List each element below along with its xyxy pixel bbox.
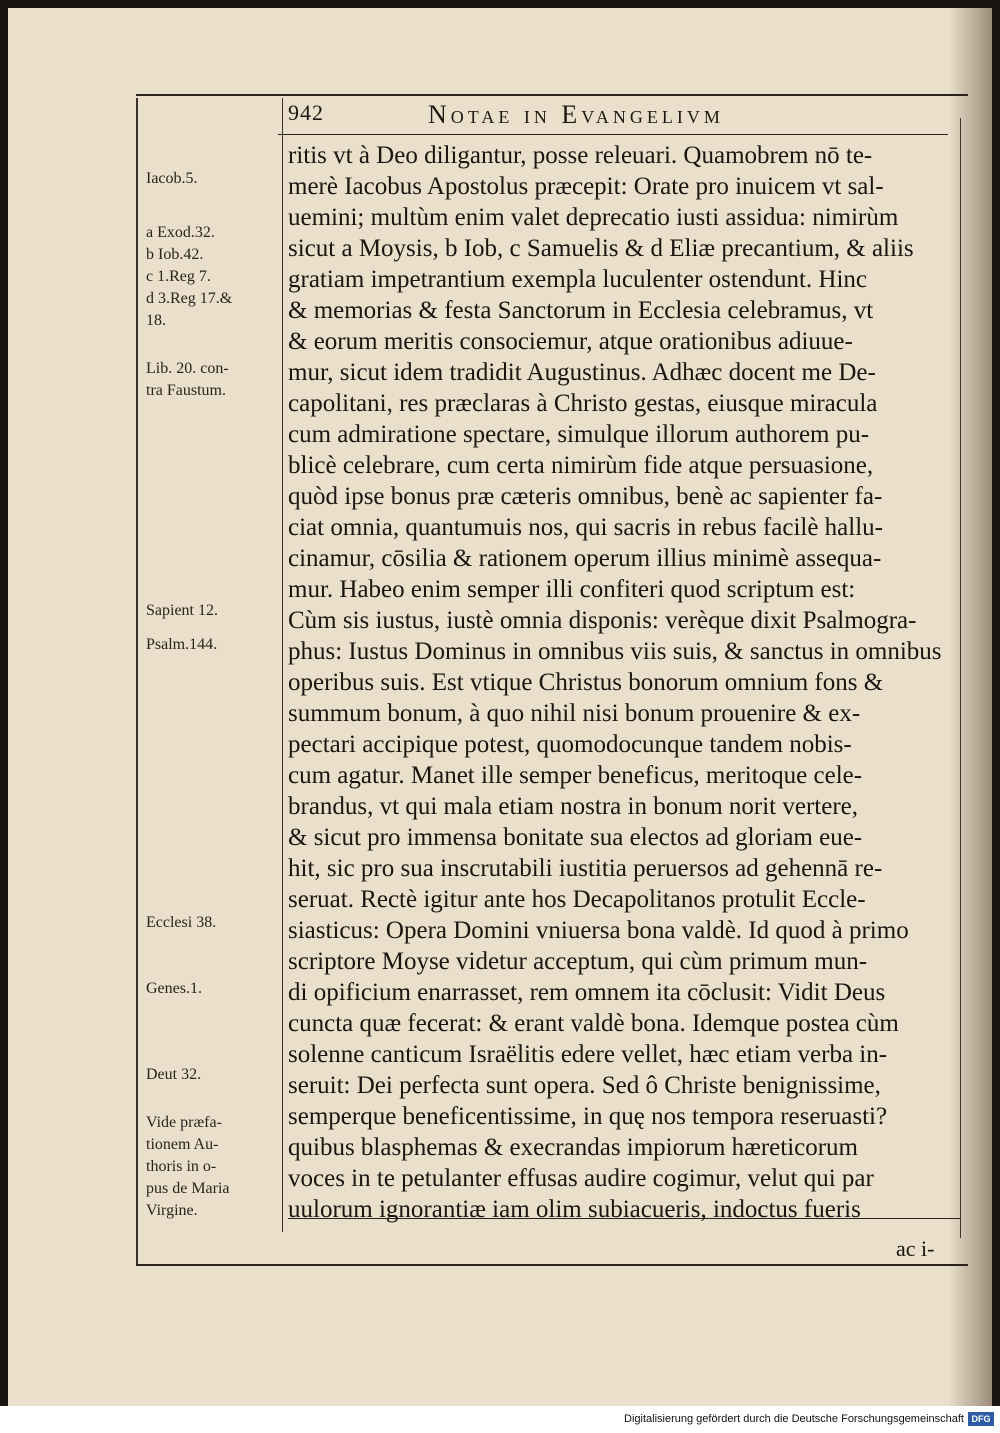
running-title: Notae in Evangelivm — [428, 100, 724, 129]
margin-note: a Exod.32. — [146, 224, 215, 241]
text-line: scriptore Moyse videtur acceptum, qui cùm primum mun- — [288, 948, 868, 975]
page-number: 942 — [288, 100, 324, 125]
digitization-footer — [0, 1406, 1000, 1433]
text-line: & eorum meritis consociemur, atque orationibus adiuue- — [288, 328, 853, 355]
footer-credit: Digitalisierung gefördert durch die Deutsche Forschungsgemeinschaft — [624, 1413, 964, 1425]
text-line: uulorum ignorantiæ iam olim subiacueris, indoctus fueris — [288, 1196, 861, 1223]
margin-note: d 3.Reg 17.& — [146, 290, 233, 307]
text-line: seruat. Rectè igitur ante hos Decapolitanos protulit Eccle- — [288, 886, 866, 913]
text-line: mur, sicut idem tradidit Augustinus. Adhæc docent me De- — [288, 359, 876, 386]
text-line: siasticus: Opera Domini vniuersa bona valdè. Id quod à primo — [288, 917, 909, 944]
text-line: gratiam impetrantium exempla luculenter ostendunt. Hinc — [288, 266, 867, 293]
text-line: blicè celebrare, cum certa nimirùm fide atque persuasione, — [288, 452, 874, 479]
text-line: quòd ipse bonus præ cæteris omnibus, benè ac sapienter fa- — [288, 483, 883, 510]
margin-note: thoris in o- — [146, 1158, 217, 1175]
text-line: merè Iacobus Apostolus præcepit: Orate pro inuicem vt sal- — [288, 173, 884, 200]
text-line: & sicut pro immensa bonitate sua electos ad gloriam eue- — [288, 824, 863, 851]
text-line: & memorias & festa Sanctorum in Ecclesia celebramus, vt — [288, 297, 874, 324]
bottom-rule — [136, 1264, 968, 1266]
margin-note: Genes.1. — [146, 980, 202, 997]
scanned-page — [8, 8, 992, 1406]
header-underline — [278, 134, 948, 135]
text-line: cinamur, cōsilia & rationem operum illius minimè assequa- — [288, 545, 882, 572]
text-line: mur. Habeo enim semper illi confiteri quod scriptum est: — [288, 576, 856, 603]
text-line: hit, sic pro sua inscrutabili iustitia peruersos ad gehennā re- — [288, 855, 883, 882]
text-line: cum admiratione spectare, simulque illorum authorem pu- — [288, 421, 870, 448]
text-line: capolitani, res præclaras à Christo gestas, eiusque miracula — [288, 390, 878, 417]
page-header — [278, 100, 958, 134]
dfg-logo-icon: DFG — [968, 1412, 994, 1426]
text-line: semperque beneficentissime, in quę nos tempora reseruasti? — [288, 1103, 888, 1130]
text-line: solenne canticum Israëlitis edere vellet, hæc etiam verba in- — [288, 1041, 888, 1068]
text-line: cum agatur. Manet ille semper beneficus, meritoque cele- — [288, 762, 863, 789]
text-line: seruit: Dei perfecta sunt opera. Sed ô Christe benignissime, — [288, 1072, 881, 1099]
margin-note: Iacob.5. — [146, 170, 198, 187]
text-line: ciat omnia, quantumuis nos, qui sacris in rebus facilè hallu- — [288, 514, 883, 541]
text-line: uemini; multùm enim valet deprecatio iusti assidua: nimirùm — [288, 204, 899, 231]
body-text — [288, 140, 968, 1225]
catchword: ac i- — [896, 1236, 935, 1261]
margin-note: c 1.Reg 7. — [146, 268, 211, 285]
text-line: operibus suis. Est vtique Christus bonorum omnium fons & — [288, 669, 884, 696]
text-line: sicut a Moysis, b Iob, c Samuelis & d Eliæ precantium, & aliis — [288, 235, 914, 262]
margin-note: Sapient 12. — [146, 602, 218, 619]
text-line: Cùm sis iustus, iustè omnia disponis: verèque dixit Psalmogra- — [288, 607, 917, 634]
margin-note: tra Faustum. — [146, 382, 226, 399]
margin-note: Lib. 20. con- — [146, 360, 229, 377]
text-line: di opificium enarrasset, rem omnem ita cōclusit: Vidit Deus — [288, 979, 886, 1006]
text-line: cuncta quæ fecerat: & erant valdè bona. Idemque postea cùm — [288, 1010, 899, 1037]
top-rule — [136, 94, 968, 96]
text-line: summum bonum, à quo nihil nisi bonum prouenire & ex- — [288, 700, 861, 727]
margin-note: 18. — [146, 312, 166, 329]
text-line: ritis vt à Deo diligantur, posse releuari. Quamobrem nō te- — [288, 142, 873, 169]
text-line: quibus blasphemas & execrandas impiorum hæreticorum — [288, 1134, 859, 1161]
margin-note: Virgine. — [146, 1202, 198, 1219]
text-line: brandus, vt qui mala etiam nostra in bonum norit vertere, — [288, 793, 858, 820]
text-line: pectari accipique potest, quomodocunque tandem nobis- — [288, 731, 852, 758]
left-border — [136, 98, 138, 1264]
margin-note: Psalm.144. — [146, 636, 218, 653]
text-line: phus: Iustus Dominus in omnibus viis suis, & sanctus in omnibus — [288, 638, 942, 665]
margin-note: b Iob.42. — [146, 246, 204, 263]
margin-note: Deut 32. — [146, 1066, 202, 1083]
text-line: voces in te petulanter effusas audire cogimur, velut qui par — [288, 1165, 874, 1192]
margin-note: tionem Au- — [146, 1136, 219, 1153]
margin-note: Ecclesi 38. — [146, 914, 217, 931]
margin-note: Vide præfa- — [146, 1114, 222, 1131]
margin-note: pus de Maria — [146, 1180, 230, 1197]
